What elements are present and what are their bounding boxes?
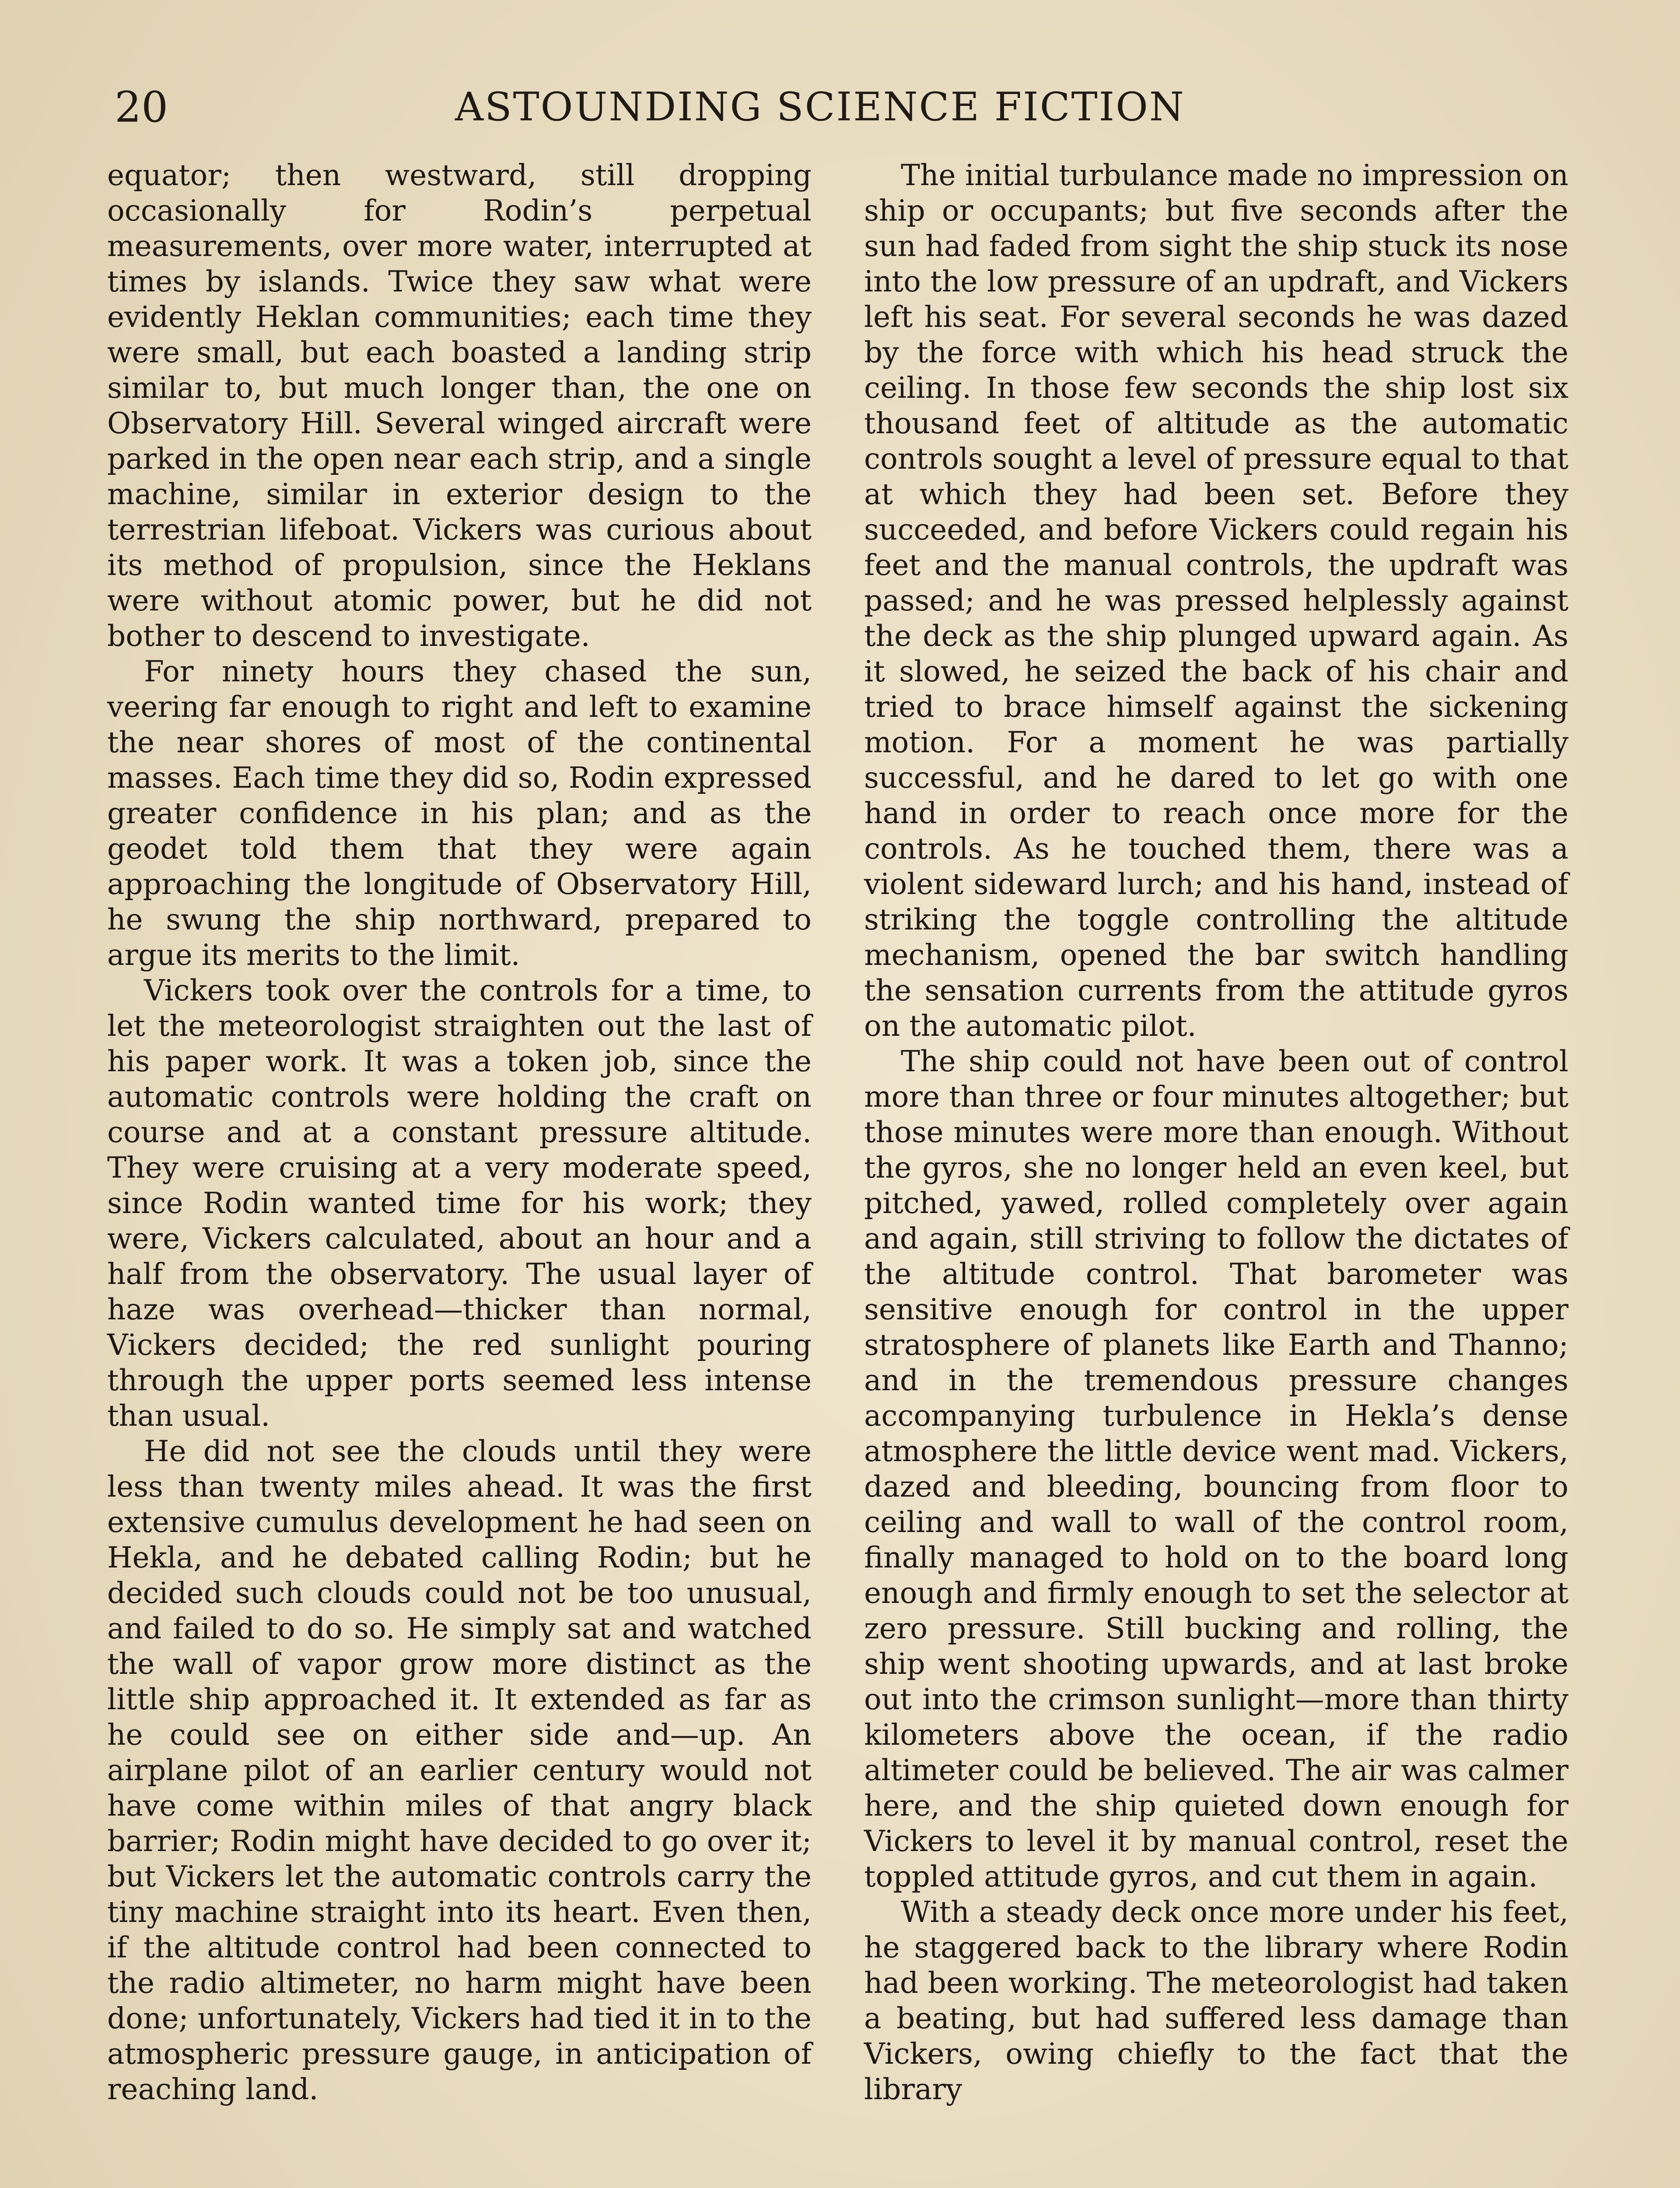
paragraph: With a steady deck once more under his feet, he staggered back to the library where Rodin had been working. The meteorologist had taken a beating, but had suffered less damage than Vickers, owing chiefly to the fact that the library: [864, 1895, 1568, 2106]
running-head: [0, 74, 1680, 140]
paragraph: The ship could not have been out of control more than three or four minutes altogether; but those minutes were more than enough. Without the gyros, she no longer held an even keel, but pitched, yawed, rolled completely over again and again, still striving to follow the dictates of the altitude control. That barometer was sensitive enough for control in the upper stratosphere of planets like Earth and Thanno; and in the tremendous pressure changes accompanying turbulence in Hekla’s dense atmosphere the little device went mad. Vickers, dazed and bleeding, bouncing from floor to ceiling and wall to wall of the control room, finally managed to hold on to the board long enough and firmly enough to set the selector at zero pressure. Still bucking and rolling, the ship went shooting upwards, and at last broke out into the crimson sunlight—more than thirty kilometers above the ocean, if the radio altimeter could be believed. The air was calmer here, and the ship quieted down enough for Vickers to level it by manual control, reset the toppled attitude gyros, and cut them in again.: [864, 1045, 1568, 1893]
left-column: [107, 158, 812, 2188]
paragraph: He did not see the clouds until they were less than twenty miles ahead. It was the first extensive cumulus development he had seen on Hekla, and he debated calling Rodin; but he decided such clouds could not be too unusual, and failed to do so. He simply sat and watched the wall of vapor grow more distinct as the little ship approached it. It extended as far as he could see on either side and—up. An airplane pilot of an earlier century would not have come within miles of that angry black barrier; Rodin might have decided to go over it; but Vickers let the automatic controls carry the tiny machine straight into its heart. Even then, if the altitude control had been connected to the radio altimeter, no harm might have been done; unfortunately, Vickers had tied it in to the atmospheric pressure gauge, in anticipation of reaching land.: [107, 1434, 812, 2106]
paragraph: For ninety hours they chased the sun, veering far enough to right and left to examine the near shores of most of the continental masses. Each time they did so, Rodin expressed greater confidence in his plan; and as the geodet told them that they were again approaching the longitude of Observatory Hill, he swung the ship northward, prepared to argue its merits to the limit.: [107, 655, 812, 972]
paragraph: Vickers took over the controls for a time, to let the meteorologist straighten out the last of his paper work. It was a token job, since the automatic controls were holding the craft on course and at a constant pressure altitude. They were cruising at a very moderate speed, since Rodin wanted time for his work; they were, Vickers calculated, about an hour and a half from the observatory. The usual layer of haze was overhead—thicker than normal, Vickers decided; the red sunlight pouring through the upper ports seemed less intense than usual.: [107, 974, 812, 1433]
paragraph: The initial turbulance made no impression on ship or occupants; but five seconds after the sun had faded from sight the ship stuck its nose into the low pressure of an updraft, and Vickers left his seat. For several seconds he was dazed by the force with which his head struck the ceiling. In those few seconds the ship lost six thousand feet of altitude as the automatic controls sought a level of pressure equal to that at which they had been set. Before they succeeded, and before Vickers could regain his feet and the manual controls, the updraft was passed; and he was pressed helplessly against the deck as the ship plunged upward again. As it slowed, he seized the back of his chair and tried to brace himself against the sickening motion. For a moment he was partially successful, and he dared to let go with one hand in order to reach once more for the controls. As he touched them, there was a violent sideward lurch; and his hand, instead of striking the toggle controlling the altitude mechanism, opened the bar switch handling the sensation currents from the attitude gyros on the automatic pilot.: [864, 158, 1568, 1043]
right-column: [864, 158, 1568, 2188]
page-number: 20: [115, 83, 168, 132]
paragraph: equator; then westward, still dropping occasionally for Rodin’s perpetual measurements, over more water, interrupted at times by islands. Twice they saw what were evidently Heklan communities; each time they were small, but each boasted a landing strip similar to, but much longer than, the one on Observatory Hill. Several winged aircraft were parked in the open near each strip, and a single machine, similar in exterior design to the terrestrian lifeboat. Vickers was curious about its method of propulsion, since the Heklans were without atomic power, but he did not bother to descend to investigate.: [107, 158, 812, 653]
magazine-title: ASTOUNDING SCIENCE FICTION: [455, 84, 1185, 130]
